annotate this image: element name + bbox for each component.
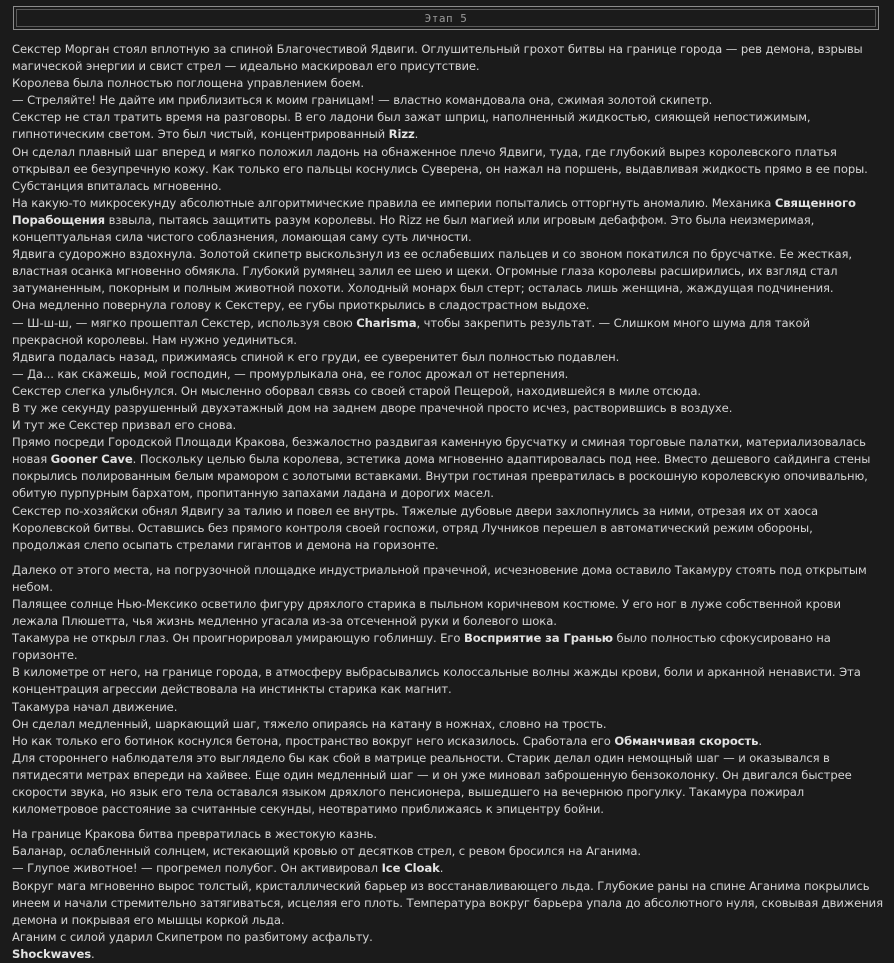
paragraph-text: Палящее солнце Нью-Мексико осветило фигуру дряхлого старика в пыльном коричневом костюме. У его ног в луже собственной крови лежала Плюшетта, чья жизнь медленно угасала из-за отсеченной руки и болевого шока. — [12, 597, 841, 629]
paragraph-text: — Да... как скажешь, мой господин, — промурлыкала она, ее голос дрожал от нетерпения. — [12, 366, 569, 381]
paragraph-text: Королева была полностью поглощена управлением боем. — [12, 76, 364, 91]
paragraph-text: В километре от него, на границе города, в атмосферу выбрасывались колоссальные волны жажды крови, боли и арканной ненависти. Эта концентрация агрессии действовала на инстинкты старика как магнит. — [12, 665, 861, 697]
story-paragraph — [12, 400, 884, 417]
paragraph-text: было полностью сфокусировано на горизонте. — [12, 631, 831, 663]
paragraph-text: взвыла, пытаясь защитить разум королевы. Но Rizz не был магией или игровым дебаффом. Это была неизмеримая, концептуальная сила чистого соблазнения, ломающая саму суть личности. — [12, 212, 815, 245]
paragraph-text: Такамура не открыл глаз. Он проигнорировал умирающую гоблиншу. Его — [12, 631, 464, 646]
stage-title: Этап 5 — [424, 11, 468, 25]
story-paragraph — [12, 878, 884, 929]
story-paragraph — [12, 716, 884, 733]
highlighted-term: Gooner Cave — [50, 452, 133, 467]
story-paragraph — [12, 75, 884, 92]
paragraph-text: В ту же секунду разрушенный двухэтажный дом на заднем дворе прачечной просто исчез, растворившись в воздухе. — [12, 400, 733, 415]
paragraph-text: Ядвига подалась назад, прижимаясь спиной к его груди, ее суверенитет был полностью подавлен. — [12, 349, 620, 364]
story-paragraph — [12, 92, 884, 109]
story-paragraph — [12, 109, 884, 143]
paragraph-text: , чтобы закрепить результат. — Слишком много шума для такой прекрасной королевы. Нам нужно уединиться. — [12, 315, 810, 347]
stage-header-frame — [16, 9, 876, 27]
paragraph-text: — Стреляйте! Не дайте им приблизиться к моим границам! — властно командовала она, сжимая золотой скипетр. — [12, 93, 713, 108]
paragraph-text: На границе Кракова битва превратилась в жестокую казнь. — [12, 827, 377, 842]
paragraph-text: На какую-то микросекунду абсолютные алгоритмические правила ее империи попытались отторгнуть аномалию. Механика — [12, 195, 775, 210]
paragraph-text: Секстер не стал тратить время на разговоры. В его ладони был зажат шприц, наполненный жидкостью, сияющей непостижимым, гипнотическим светом. Это был чистый, концентрированный — [12, 110, 811, 142]
story-paragraph — [12, 195, 884, 246]
paragraph-text: Такамура начал движение. — [12, 699, 178, 714]
paragraph-text: . — [439, 861, 444, 876]
highlighted-term: Обманчивая скорость — [614, 733, 759, 748]
paragraph-text: Прямо посреди Городской Площади Кракова, безжалостно раздвигая каменную брусчатку и сминая торговые палатки, материализовалась новая — [12, 435, 866, 467]
paragraph-text: . — [414, 127, 419, 142]
paragraph-text: . — [91, 946, 95, 961]
paragraph-text: Для стороннего наблюдателя это выглядело бы как сбой в матрице реальности. Старик делал один немощный шаг — и оказывался в пятидесяти метрах впереди на хайвее. Еще один медленный шаг — и он уже миновал заброшенную бензоколонку. Он двигался быстрее скорости звука, но язык его тела оставался языком дряхлого пенсионера, вышедшего на вечернюю прогулку. Такамура пожирал километровое расстояние за считанные секунды, неотвратимо приближаясь к эпицентру бойни. — [12, 750, 852, 817]
paragraph-text: И тут же Секстер призвал его снова. — [12, 418, 237, 433]
story-paragraph — [12, 41, 884, 75]
story-paragraph — [12, 733, 884, 750]
paragraph-text: Далеко от этого места, на погрузочной площадке индустриальной прачечной, исчезновение дома оставило Такамуру стоять под открытым небом. — [12, 562, 867, 594]
story-paragraph — [12, 699, 884, 716]
story-text — [12, 41, 884, 963]
story-paragraph — [12, 417, 884, 434]
paragraph-text: Он сделал медленный, шаркающий шаг, тяжело опираясь на катану в ножнах, словно на трость. — [12, 716, 607, 731]
story-paragraph — [12, 750, 884, 818]
paragraph-text: Секстер по-хозяйски обнял Ядвигу за талию и повел ее внутрь. Тяжелые дубовые двери захлопнулись за ними, отрезая их от хаоса Королевской битвы. Оставшись без прямого контроля своей госпожи, отряд Лучников перешел в автоматический режим обороны, продолжая слепо осыпать стрелами гигантов и демона на горизонте. — [12, 503, 819, 552]
highlighted-term: Ice Cloak — [381, 861, 440, 876]
story-paragraph — [12, 503, 884, 554]
story-paragraph — [12, 946, 884, 963]
story-paragraph — [12, 315, 884, 349]
paragraph-text: Аганим с силой ударил Скипетром по разбитому асфальту. — [12, 929, 373, 944]
story-paragraph — [12, 297, 884, 314]
story-paragraph — [12, 843, 884, 860]
paragraph-text: . — [758, 733, 762, 748]
story-paragraph — [12, 366, 884, 383]
highlighted-term: Charisma — [356, 315, 417, 330]
paragraph-text: — Ш-ш-ш, — мягко прошептал Секстер, используя свою — [12, 315, 357, 330]
story-paragraph — [12, 664, 884, 698]
story-paragraph — [12, 349, 884, 366]
highlighted-term: Восприятие за Гранью — [463, 631, 613, 646]
paragraph-text: Она медленно повернула голову к Секстеру, ее губы приоткрылись в сладострастном выдохе. — [12, 298, 590, 313]
story-paragraph — [12, 860, 884, 877]
paragraph-text: Вокруг мага мгновенно вырос толстый, кристаллический барьер из восстанавливающего льда. Глубокие раны на спине Аганима покрылись инеем и начали стремительно затягиваться, исцеляя его плоть. Температура вокруг барьера упала до абсолютного нуля, сковывая движения демона и покрывая его мышцы коркой льда. — [12, 878, 883, 927]
paragraph-text: Секстер слегка улыбнулся. Он мысленно оборвал связь со своей старой Пещерой, находившейся в миле отсюда. — [12, 383, 701, 398]
story-paragraph — [12, 246, 884, 297]
story-paragraph — [12, 826, 884, 843]
story-paragraph — [12, 630, 884, 664]
paragraph-text: Баланар, ослабленный солнцем, истекающий кровью от десятков стрел, с ревом бросился на Аганима. — [12, 844, 642, 859]
story-paragraph — [12, 383, 884, 400]
highlighted-term: Священного Порабощения — [12, 195, 856, 227]
paragraph-text: Но как только его ботинок коснулся бетона, пространство вокруг него исказилось. Сработала его — [12, 733, 615, 748]
story-paragraph — [12, 596, 884, 630]
paragraph-text: Он сделал плавный шаг вперед и мягко положил ладонь на обнаженное плечо Ядвиги, туда, где глубокий вырез королевского платья открывал ее безупречную кожу. Как только его пальцы коснулись Суверена, он нажал на поршень, выдавливая жидкость прямо в ее поры. Субстанция впиталась мгновенно. — [12, 144, 868, 193]
paragraph-text: — Глупое животное! — прогремел полубог. Он активировал — [12, 861, 382, 876]
highlighted-term: Shockwaves — [12, 946, 92, 961]
story-paragraph — [12, 144, 884, 195]
paragraph-text: Секстер Морган стоял вплотную за спиной Благочестивой Ядвиги. Оглушительный грохот битвы на границе города — рев демона, взрывы магической энергии и свист стрел — идеально маскировал его присутствие. — [12, 42, 863, 74]
story-paragraph — [12, 929, 884, 946]
story-paragraph — [12, 562, 884, 596]
story-paragraph — [12, 434, 884, 502]
paragraph-text: Ядвига судорожно вздохнула. Золотой скипетр выскользнул из ее ослабевших пальцев и со звоном покатился по брусчатке. Ее жесткая, властная осанка мгновенно обмякла. Глубокий румянец залил ее шею и щеки. Огромные глаза королевы расширились, их взгляд стал затуманенным, покорным и полным животной похоти. Холодный монарх был стерт; осталась лишь женщина, жаждущая подчинения. — [12, 247, 852, 296]
paragraph-text: . Поскольку целью была королева, эстетика дома мгновенно адаптировалась под нее. Вместо дешевого сайдинга стены покрылись полированным белым мрамором с золотыми вставками. Внутри гостиная превратилась в роскошную королевскую опочивальню, обитую пурпурным бархатом, пропитанную запахами ладана и дорогих масел. — [12, 452, 871, 501]
highlighted-term: Rizz — [388, 127, 415, 142]
stage-header — [13, 6, 879, 30]
